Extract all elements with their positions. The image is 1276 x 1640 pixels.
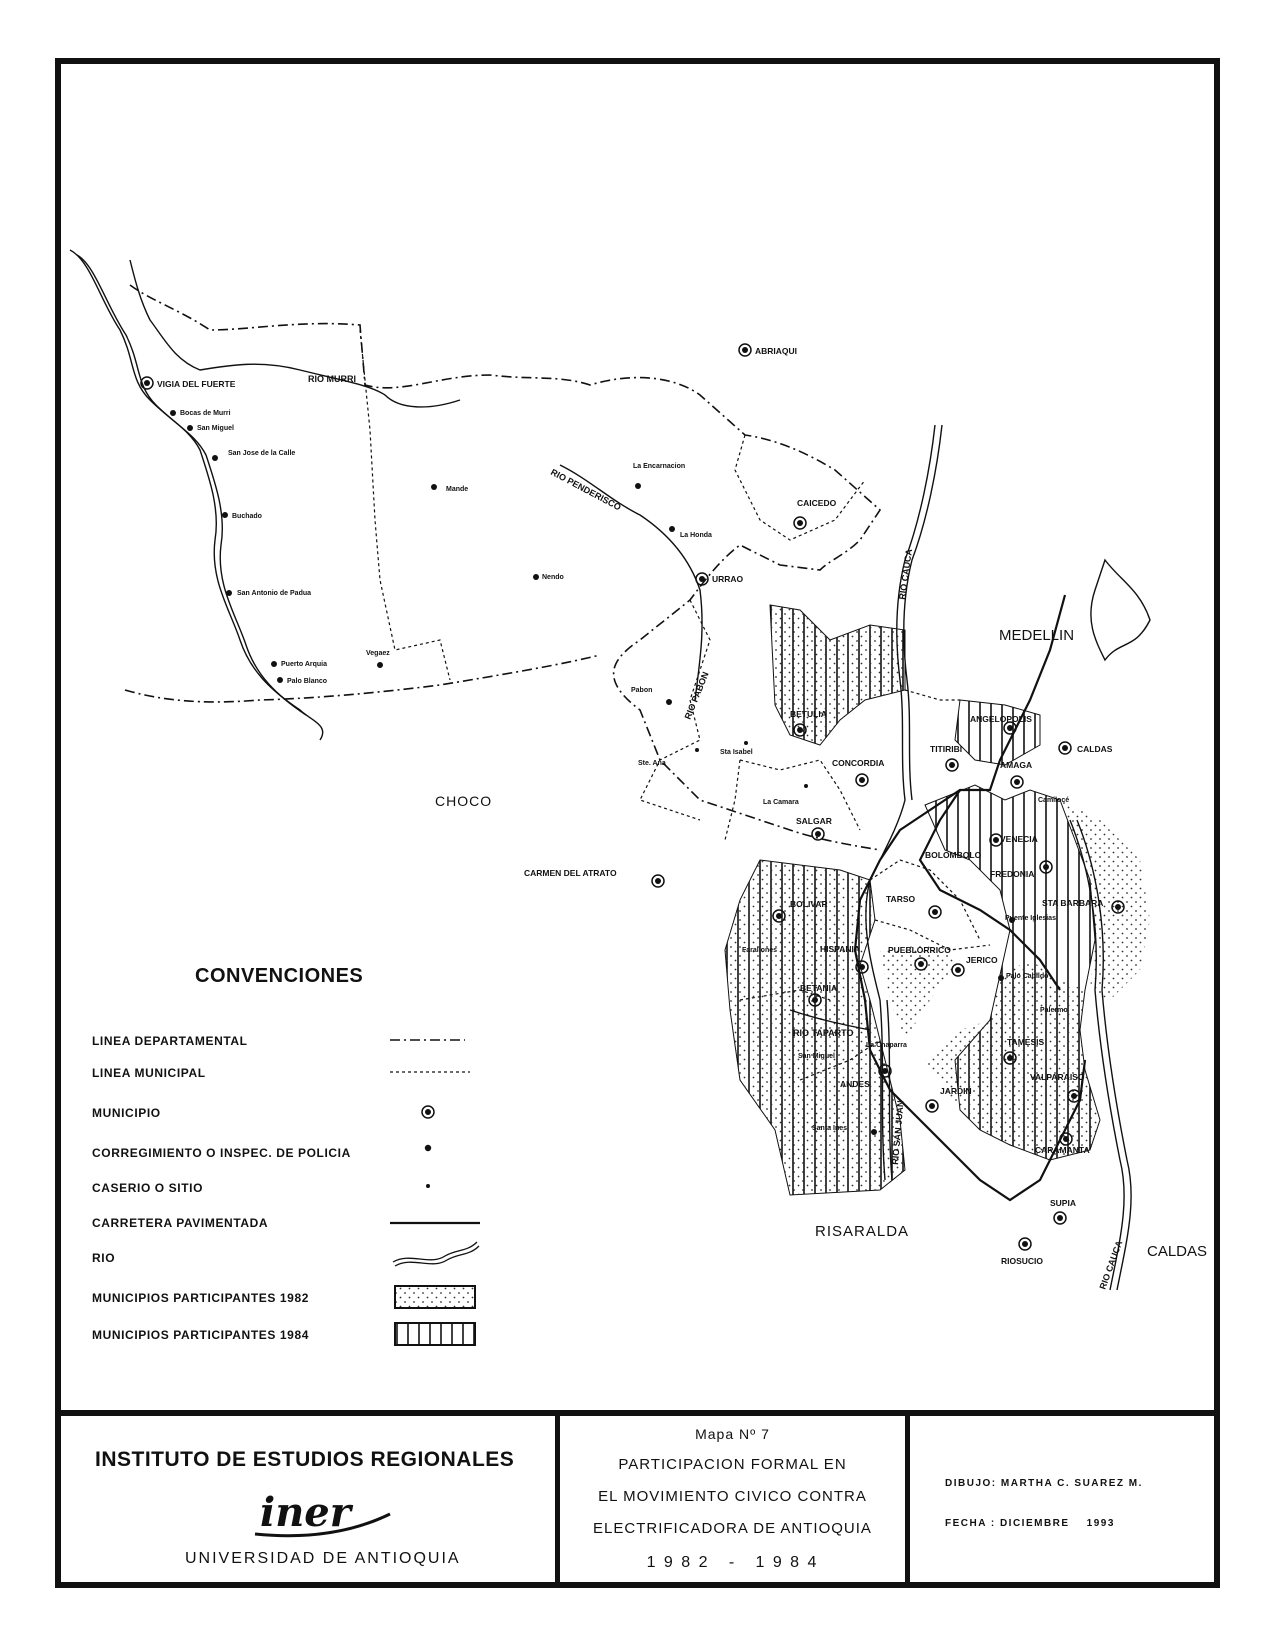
map-title-line-2: EL MOVIMIENTO CIVICO CONTRA: [598, 1488, 867, 1505]
map-title-panel: [560, 1416, 905, 1588]
municipio-label: CARMEN DEL ATRATO: [524, 868, 617, 878]
legend-label-participation-1984: MUNICIPIOS PARTICIPANTES 1984: [92, 1328, 309, 1342]
corregimiento-label: Palermo: [1040, 1007, 1068, 1014]
legend-symbol-municipio: [422, 1106, 434, 1118]
date: FECHA : DICIEMBRE 1993: [945, 1518, 1115, 1529]
legend-label-paved-road: CARRETERA PAVIMENTADA: [92, 1216, 269, 1230]
municipio-label: SALGAR: [796, 816, 832, 826]
legend-symbol-participation-1984: [395, 1323, 475, 1345]
river-label: RIO PABON: [682, 670, 711, 721]
river-label: RIO CAUCA: [1097, 1239, 1125, 1291]
river-label: RIO PENDERISCO: [549, 466, 623, 513]
corregimiento-label: Sta Isabel: [720, 749, 753, 756]
university-name: UNIVERSIDAD DE ANTIOQUIA: [185, 1550, 461, 1567]
municipio-label: TITIRIBI: [930, 744, 963, 754]
iner-logo: [250, 1484, 400, 1544]
municipio-label: URRAO: [712, 574, 744, 584]
municipio-label: JARDIN: [940, 1086, 972, 1096]
title-block: [55, 1410, 1220, 1588]
corregimiento-label: San Miguel: [798, 1053, 835, 1060]
map-years: 1 9 8 2 - 1 9 8 4: [646, 1554, 819, 1571]
municipio-label: BOLOMBOLO: [925, 850, 982, 860]
river-label: RIO CAUCA: [897, 548, 915, 601]
municipio-label: FREDONIA: [990, 869, 1035, 879]
institute-name: INSTITUTO DE ESTUDIOS REGIONALES: [95, 1448, 515, 1471]
legend-title: CONVENCIONES: [195, 965, 364, 987]
corregimiento-label: Mande: [446, 486, 469, 493]
region-label-caldas: CALDAS: [1147, 1243, 1208, 1260]
river-label: RIO TAPARTO: [793, 1028, 854, 1038]
legend-label-departmental-line: LINEA DEPARTAMENTAL: [92, 1034, 248, 1048]
corregimiento-label: Camilocé: [1038, 797, 1070, 804]
corregimiento-label: La Camara: [763, 799, 799, 806]
municipio-label: TARSO: [886, 894, 916, 904]
municipio-label: RIOSUCIO: [1001, 1256, 1044, 1266]
legend-label-caserio: CASERIO O SITIO: [92, 1181, 204, 1195]
municipio-label: CONCORDIA: [832, 758, 885, 768]
corregimiento-label: Buchado: [232, 513, 262, 520]
corregimiento-label: Puerto Arquia: [281, 661, 328, 668]
corregimiento-label: La Chaparra: [866, 1042, 907, 1049]
corregimiento-label: Vegaez: [366, 650, 390, 657]
region-label-choco: CHOCO: [435, 793, 493, 809]
svg-text:iner: iner: [260, 1489, 351, 1536]
corregimiento-label: Nendo: [542, 574, 564, 581]
institute-panel: [55, 1416, 555, 1588]
corregimiento-label: Farallones: [742, 947, 778, 954]
municipio-label: ABRIAQUI: [755, 346, 798, 356]
drawn-by: DIBUJO: MARTHA C. SUAREZ M.: [945, 1478, 1143, 1489]
legend-symbols: [385, 1030, 485, 1360]
municipio-label: CARAMANTA: [1035, 1145, 1090, 1155]
corregimiento-label: Palo Blanco: [287, 678, 328, 685]
municipio-label: CAICEDO: [797, 498, 837, 508]
municipio-label: PUEBLORRICO: [888, 945, 951, 955]
municipio-label: BETANIA: [800, 983, 838, 993]
municipio-label: VIGIA DEL FUERTE: [157, 379, 236, 389]
corregimiento-label: La Honda: [680, 532, 712, 539]
corregimiento-label: Pabon: [631, 687, 653, 694]
region-label-medellin: MEDELLIN: [999, 627, 1075, 644]
municipio-label: SUPIA: [1050, 1198, 1076, 1208]
map-title-line-3: ELECTRIFICADORA DE ANTIOQUIA: [593, 1520, 872, 1537]
map-title-line-1: PARTICIPACION FORMAL EN: [618, 1456, 847, 1473]
legend-symbol-participation-1982: [395, 1286, 475, 1308]
legend-label-participation-1982: MUNICIPIOS PARTICIPANTES 1982: [92, 1291, 309, 1305]
legend-label-corregimiento: CORREGIMIENTO O INSPEC. DE POLICIA: [92, 1146, 351, 1160]
municipio-label: ANGELOPOLIS: [970, 714, 1032, 724]
corregimiento-label: San Miguel: [197, 425, 234, 432]
legend-symbol-caserio: [426, 1184, 430, 1188]
legend-symbol-corregimiento: [425, 1145, 431, 1151]
map-number: Mapa Nº 7: [695, 1426, 770, 1442]
municipio-label: HISPANIA: [820, 944, 860, 954]
legend-symbol-river: [393, 1242, 479, 1266]
municipio-label: BETULIA: [790, 709, 827, 719]
river-label: RIO SAN JUAN: [890, 1100, 906, 1166]
corregimiento-label: Ste. Ana: [638, 760, 666, 767]
legend-label-municipal-line: LINEA MUNICIPAL: [92, 1066, 206, 1080]
corregimiento-label: La Encarnacion: [633, 463, 686, 470]
corregimiento-labels: [180, 410, 1069, 1132]
municipio-label: STA BARBARA: [1042, 898, 1104, 908]
municipio-label: BOLIVAR: [790, 899, 828, 909]
municipio-label: VALPARAISO: [1030, 1072, 1085, 1082]
municipio-label: JERICO: [966, 955, 998, 965]
municipio-label: CALDAS: [1077, 744, 1113, 754]
corregimiento-label: San Jose de la Calle: [228, 450, 296, 457]
legend-label-municipio: MUNICIPIO: [92, 1106, 161, 1120]
municipio-label: AMAGA: [1000, 760, 1033, 770]
corregimiento-label: Bocas de Murri: [180, 410, 231, 417]
region-label-risaralda: RISARALDA: [815, 1223, 910, 1240]
corregimiento-label: San Antonio de Padua: [237, 590, 312, 597]
corregimiento-label: Santa Ines: [812, 1125, 848, 1132]
corregimiento-label: Palo Cabildo: [1006, 973, 1049, 980]
corregimiento-label: Puente Iglesias: [1005, 915, 1056, 922]
department-boundary: [125, 285, 880, 850]
legend-label-river: RIO: [92, 1251, 116, 1265]
municipio-label: ANDES: [840, 1079, 870, 1089]
credits-panel: [910, 1416, 1220, 1588]
municipio-label: VENECIA: [1000, 834, 1038, 844]
municipio-label: TAMESIS: [1007, 1037, 1045, 1047]
river-label: RIO MURRI: [308, 374, 356, 384]
